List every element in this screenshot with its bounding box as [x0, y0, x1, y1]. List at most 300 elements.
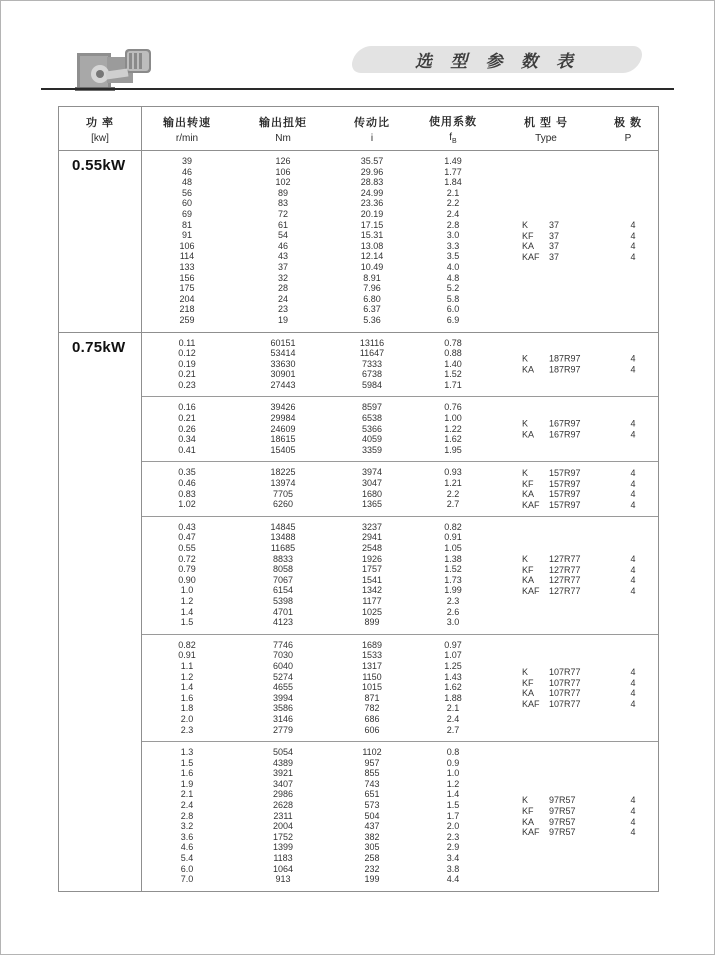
power-rating-label: 0.55kW: [72, 157, 126, 174]
torque-value: 39426: [270, 402, 296, 413]
speed-value: 60: [181, 198, 192, 209]
ratio-value: 3047: [361, 478, 383, 489]
speed-value: 0.21: [178, 413, 196, 424]
poles-value: 4: [630, 698, 636, 709]
model-row: [522, 489, 660, 500]
ratio-value: 258: [364, 853, 380, 864]
model-series: KA: [522, 241, 535, 252]
ratio-value: 6738: [361, 369, 383, 380]
ratio-value: 3237: [361, 521, 383, 532]
header-divider: [41, 88, 674, 90]
factor-value: 5.8: [446, 293, 460, 304]
factor-value: 6.9: [446, 314, 460, 325]
poles-value: 4: [630, 585, 636, 596]
speed-value: 0.82: [178, 639, 196, 650]
poles-value: 4: [630, 478, 636, 489]
torque-value: 106: [275, 166, 291, 177]
speed-value: 0.21: [178, 369, 196, 380]
speed-value: 0.55: [178, 543, 196, 553]
model-section: [142, 634, 658, 741]
torque-value: 4123: [272, 617, 294, 628]
speed-value: 2.3: [180, 724, 194, 735]
poles-value: 4: [630, 220, 636, 231]
ratio-value: 13.08: [360, 240, 384, 251]
ratio-value: 1342: [361, 585, 383, 596]
header-model-type: 机 型 号 Type: [523, 116, 569, 144]
model-code: 97R57: [549, 805, 576, 816]
poles-value: 4: [630, 666, 636, 677]
model-code: 127R77: [549, 564, 581, 575]
speed-value: 3.2: [180, 821, 194, 832]
poles-value: 4: [630, 429, 636, 440]
table-row: [142, 596, 658, 607]
factor-value: 2.8: [446, 219, 460, 230]
factor-value: 2.0: [446, 821, 460, 832]
torque-value: 2986: [272, 789, 294, 800]
factor-value: 2.9: [446, 842, 460, 853]
model-row: [522, 677, 660, 688]
model-list: [522, 667, 660, 709]
factor-value: 1.99: [444, 585, 462, 596]
torque-value: 102: [275, 177, 291, 188]
model-section: [142, 516, 658, 634]
torque-value: 33630: [270, 358, 296, 369]
torque-value: 4701: [272, 606, 294, 617]
table-row: [142, 294, 658, 305]
torque-value: 1064: [272, 863, 294, 874]
speed-value: 0.41: [178, 444, 196, 455]
model-list: [522, 795, 660, 837]
model-row: [522, 699, 660, 710]
speed-value: 0.12: [178, 348, 196, 359]
speed-value: 0.35: [178, 467, 196, 478]
model-section: [142, 741, 658, 891]
table-row: [142, 758, 658, 769]
model-code: 127R77: [549, 575, 581, 586]
speed-value: 1.3: [180, 747, 194, 758]
ratio-value: 24.99: [360, 187, 384, 198]
torque-value: 53414: [270, 348, 296, 359]
header-poles: 极 数 P: [613, 116, 643, 144]
model-list: [522, 554, 660, 596]
torque-value: 7746: [272, 639, 294, 650]
model-code: 187R97: [549, 353, 581, 364]
ratio-value: 5.36: [363, 314, 381, 325]
model-code: 37: [549, 251, 560, 262]
factor-value: 1.73: [444, 574, 462, 585]
factor-value: 2.2: [446, 488, 460, 499]
ratio-value: 8.91: [363, 272, 381, 283]
ratio-value: 8597: [361, 402, 383, 413]
ratio-value: 871: [364, 692, 380, 703]
speed-value: 2.4: [180, 800, 194, 811]
ratio-value: 743: [364, 778, 380, 789]
model-code: 187R97: [549, 364, 581, 375]
ratio-value: 573: [364, 800, 380, 811]
factor-value: 2.7: [446, 499, 460, 510]
ratio-value: 1926: [361, 553, 383, 564]
model-row: [522, 586, 660, 597]
factor-value: 1.25: [444, 660, 462, 671]
model-code: 127R77: [549, 585, 581, 596]
table-row: [142, 156, 658, 167]
speed-value: 2.1: [180, 789, 194, 800]
model-series: KF: [522, 805, 534, 816]
poles-value: 4: [630, 564, 636, 575]
poles-value: 4: [630, 241, 636, 252]
table-row: [142, 262, 658, 273]
ratio-value: 232: [364, 863, 380, 874]
ratio-value: 651: [364, 789, 380, 800]
model-row: [522, 667, 660, 678]
table-row: [142, 779, 658, 790]
factor-value: 0.78: [444, 337, 462, 348]
factor-value: 1.77: [444, 166, 462, 177]
speed-value: 46: [181, 166, 192, 177]
table-row: [142, 532, 658, 543]
factor-value: 1.0: [446, 768, 460, 779]
ratio-value: 28.83: [360, 177, 384, 188]
model-row: [522, 220, 660, 231]
ratio-value: 1757: [361, 564, 383, 575]
model-code: 107R77: [549, 666, 581, 677]
ratio-value: 1102: [362, 747, 382, 758]
ratio-value: 1533: [361, 650, 383, 661]
model-list: [522, 419, 660, 440]
speed-value: 3.6: [180, 831, 194, 842]
ratio-value: 686: [364, 713, 380, 724]
speed-value: 0.83: [178, 488, 196, 499]
factor-value: 1.00: [444, 413, 462, 424]
speed-value: 204: [179, 293, 195, 304]
model-series: KAF: [522, 251, 540, 262]
torque-value: 83: [277, 198, 288, 209]
factor-value: 1.38: [444, 553, 462, 564]
poles-value: 4: [630, 805, 636, 816]
power-column: [59, 151, 142, 332]
header-ratio: 传动比 i: [354, 116, 390, 144]
torque-value: 72: [277, 208, 288, 219]
model-row: [522, 688, 660, 699]
torque-value: 30901: [270, 369, 296, 380]
torque-value: 89: [277, 187, 288, 198]
speed-value: 1.4: [180, 682, 194, 693]
poles-value: 4: [630, 364, 636, 375]
ratio-value: 29.96: [360, 166, 384, 177]
factor-value: 1.2: [446, 778, 460, 789]
ratio-value: 6.80: [363, 293, 381, 304]
header-power: 功 率 [kw]: [59, 107, 142, 150]
factor-value: 2.2: [446, 198, 460, 209]
factor-value: 3.0: [446, 617, 460, 628]
speed-value: 69: [181, 208, 192, 219]
power-rating-label: 0.75kW: [72, 338, 126, 356]
factor-value: 1.49: [444, 156, 462, 166]
model-code: 97R57: [549, 816, 576, 827]
torque-value: 1752: [272, 831, 294, 842]
model-series: KAF: [522, 499, 540, 510]
factor-value: 3.8: [446, 863, 460, 874]
ratio-value: 606: [364, 724, 380, 735]
torque-value: 1399: [272, 842, 294, 853]
table-row: [142, 380, 658, 391]
speed-value: 0.16: [178, 402, 196, 413]
factor-value: 1.40: [444, 358, 462, 369]
speed-value: 1.0: [180, 585, 194, 596]
model-series: K: [522, 220, 529, 231]
factor-value: 0.91: [444, 532, 462, 543]
torque-value: 5054: [272, 747, 294, 758]
speed-value: 91: [181, 230, 192, 241]
table-row: [142, 198, 658, 209]
ratio-value: 1177: [362, 595, 382, 606]
factor-value: 1.21: [444, 478, 462, 489]
torque-value: 7030: [272, 650, 294, 661]
table-row: [142, 209, 658, 220]
speed-value: 1.5: [180, 757, 194, 768]
table-row: [142, 747, 658, 758]
factor-value: 2.4: [446, 713, 460, 724]
model-code: 157R97: [549, 467, 581, 478]
poles-value: 4: [630, 687, 636, 698]
torque-value: 3586: [272, 703, 294, 714]
model-row: [522, 575, 660, 586]
model-code: 157R97: [549, 489, 581, 500]
speed-value: 5.4: [180, 853, 194, 864]
torque-value: 37: [277, 261, 288, 272]
torque-value: 32: [277, 272, 288, 283]
ratio-value: 7333: [361, 358, 383, 369]
torque-value: 18615: [270, 434, 296, 445]
selection-table: [58, 106, 659, 892]
factor-value: 2.3: [446, 595, 460, 606]
torque-value: 27443: [270, 379, 296, 390]
model-row: [522, 554, 660, 565]
model-section: [142, 333, 658, 397]
poles-value: 4: [630, 795, 636, 806]
speed-value: 1.8: [180, 703, 194, 714]
torque-value: 19: [277, 314, 288, 325]
torque-value: 8058: [272, 564, 294, 575]
model-series: KAF: [522, 698, 540, 709]
ratio-value: 1680: [361, 488, 383, 499]
poles-value: 4: [630, 575, 636, 586]
poles-value: 4: [630, 467, 636, 478]
factor-value: 4.8: [446, 272, 460, 283]
torque-value: 61: [277, 219, 288, 230]
ratio-value: 437: [364, 821, 380, 832]
model-row: [522, 354, 660, 365]
factor-value: 4.4: [446, 874, 460, 885]
model-series: KF: [522, 230, 534, 241]
torque-value: 54: [277, 230, 288, 241]
torque-value: 13974: [270, 478, 296, 489]
speed-value: 0.34: [178, 434, 196, 445]
model-code: 107R77: [549, 687, 581, 698]
model-row: [522, 806, 660, 817]
ratio-value: 2941: [361, 532, 383, 543]
poles-value: 4: [630, 827, 636, 838]
model-code: 157R97: [549, 499, 581, 510]
torque-value: 7705: [272, 488, 294, 499]
ratio-value: 17.15: [360, 219, 384, 230]
speed-value: 7.0: [180, 874, 194, 885]
torque-value: 28: [277, 283, 288, 294]
model-series: KF: [522, 564, 534, 575]
model-series: K: [522, 467, 529, 478]
torque-value: 7067: [272, 574, 294, 585]
ratio-value: 6538: [361, 413, 383, 424]
factor-value: 1.62: [444, 434, 462, 445]
torque-value: 29984: [270, 413, 296, 424]
poles-value: 4: [630, 816, 636, 827]
model-section: [142, 396, 658, 461]
title-banner: [348, 46, 646, 73]
factor-value: 3.4: [446, 853, 460, 864]
speed-value: 175: [179, 283, 195, 294]
model-code: 107R77: [549, 677, 581, 688]
ratio-value: 504: [364, 810, 380, 821]
factor-value: 1.71: [444, 379, 462, 390]
speed-value: 1.1: [180, 660, 194, 671]
section-list: [142, 333, 658, 891]
speed-value: 39: [181, 156, 192, 166]
ratio-value: 1365: [361, 499, 383, 510]
factor-value: 1.7: [446, 810, 460, 821]
table-row: [142, 543, 658, 554]
speed-value: 1.4: [180, 606, 194, 617]
speed-value: 0.19: [178, 358, 196, 369]
torque-value: 6154: [272, 585, 294, 596]
ratio-value: 782: [364, 703, 380, 714]
model-series: K: [522, 418, 529, 429]
ratio-value: 1317: [361, 660, 383, 671]
model-row: [522, 364, 660, 375]
model-series: KA: [522, 364, 535, 375]
header-service-factor: 使用系数 $f_B$: [429, 115, 477, 145]
factor-value: 1.95: [444, 444, 462, 455]
model-series: KAF: [522, 585, 540, 596]
model-row: [522, 252, 660, 263]
model-row: [522, 429, 660, 440]
speed-value: 1.5: [180, 617, 194, 628]
speed-value: 6.0: [180, 863, 194, 874]
model-row: [522, 479, 660, 490]
ratio-value: 7.96: [363, 283, 381, 294]
speed-value: 0.91: [178, 650, 196, 661]
model-row: [522, 565, 660, 576]
model-series: KA: [522, 575, 535, 586]
factor-value: 0.93: [444, 467, 462, 478]
speed-value: 56: [181, 187, 192, 198]
table-row: [142, 402, 658, 413]
model-series: K: [522, 795, 529, 806]
table-row: [142, 445, 658, 456]
model-code: 157R97: [549, 478, 581, 489]
factor-value: 6.0: [446, 304, 460, 315]
table-row: [142, 177, 658, 188]
speed-value: 0.26: [178, 423, 196, 434]
ratio-value: 5984: [361, 379, 383, 390]
model-code: 107R77: [549, 698, 581, 709]
poles-value: 4: [630, 230, 636, 241]
table-row: [142, 283, 658, 294]
factor-value: 1.5: [446, 800, 460, 811]
model-series: KAF: [522, 827, 540, 838]
model-code: 97R57: [549, 795, 576, 806]
factor-value: 3.5: [446, 251, 460, 262]
ratio-value: 11647: [359, 348, 385, 359]
torque-value: 913: [275, 874, 291, 885]
factor-value: 1.43: [444, 671, 462, 682]
speed-value: 1.6: [180, 768, 194, 779]
table-row: [142, 640, 658, 651]
ratio-value: 10.49: [360, 261, 384, 272]
model-row: [522, 468, 660, 479]
speed-value: 0.43: [178, 521, 196, 532]
factor-value: 0.82: [444, 521, 462, 532]
model-code: 97R57: [549, 827, 576, 838]
model-code: 37: [549, 230, 560, 241]
table-row: [142, 315, 658, 326]
factor-value: 3.3: [446, 240, 460, 251]
speed-value: 1.2: [180, 671, 194, 682]
table-row: [142, 874, 658, 885]
table-row: [142, 607, 658, 618]
gear-motor-image: [73, 41, 161, 95]
torque-value: 23: [277, 304, 288, 315]
model-code: 167R97: [549, 418, 581, 429]
factor-value: 1.62: [444, 682, 462, 693]
torque-value: 6260: [272, 499, 294, 510]
model-series: KA: [522, 816, 535, 827]
ratio-value: 2548: [361, 543, 383, 553]
speed-value: 259: [179, 314, 195, 325]
torque-value: 5274: [272, 671, 294, 682]
table-row: [142, 522, 658, 533]
model-row: [522, 827, 660, 838]
torque-value: 18225: [270, 467, 296, 478]
model-series: K: [522, 554, 529, 565]
model-series: K: [522, 666, 529, 677]
model-series: K: [522, 353, 529, 364]
ratio-value: 6.37: [363, 304, 381, 315]
torque-value: 3921: [272, 768, 294, 779]
model-list: [522, 220, 660, 262]
factor-value: 1.07: [444, 650, 462, 661]
page-title: 选 型 参 数 表: [414, 52, 580, 71]
factor-value: 0.8: [446, 747, 460, 758]
speed-value: 1.9: [180, 778, 194, 789]
table-row: [142, 188, 658, 199]
speed-value: 1.6: [180, 692, 194, 703]
torque-value: 6040: [272, 660, 294, 671]
model-row: [522, 231, 660, 242]
ratio-value: 1689: [361, 639, 383, 650]
torque-value: 46: [277, 240, 288, 251]
poles-value: 4: [630, 489, 636, 500]
ratio-value: 23.36: [360, 198, 384, 209]
model-series: KF: [522, 677, 534, 688]
speed-value: 0.47: [178, 532, 196, 543]
torque-value: 5398: [272, 595, 294, 606]
table-row: [142, 617, 658, 628]
torque-value: 2779: [272, 724, 294, 735]
torque-value: 24609: [270, 423, 296, 434]
table-header: [59, 107, 658, 151]
speed-value: 1.02: [178, 499, 196, 510]
speed-value: 106: [179, 240, 195, 251]
